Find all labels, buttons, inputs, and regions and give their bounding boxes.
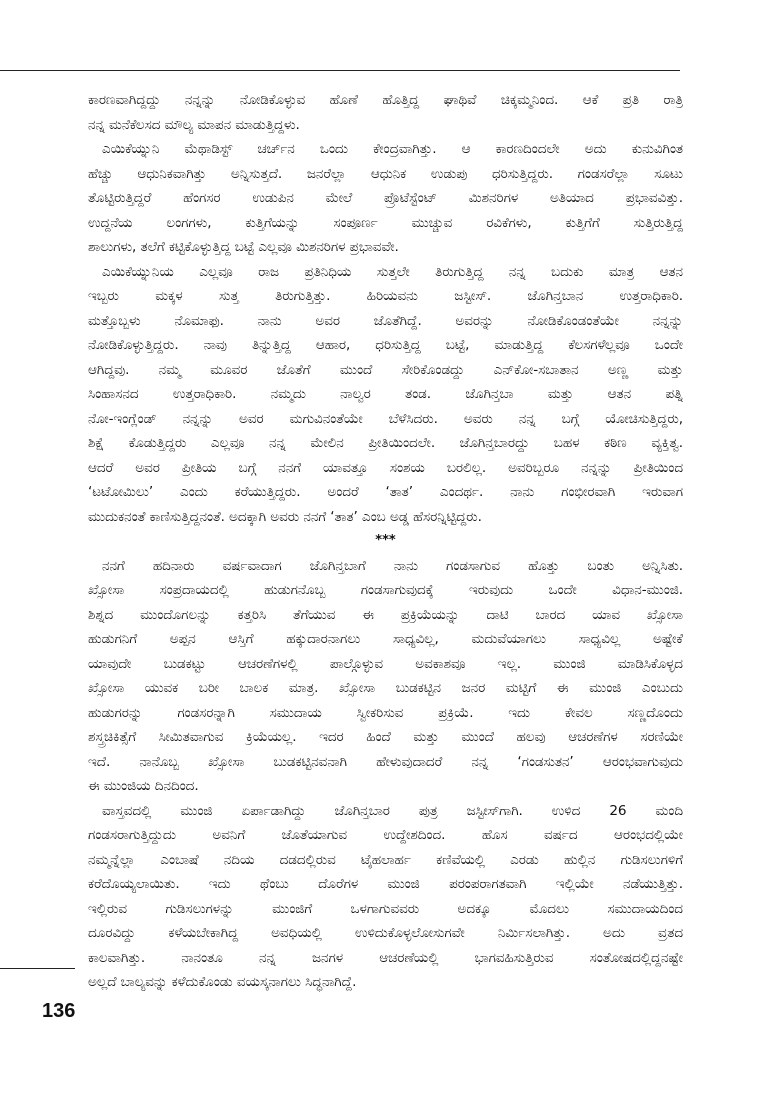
text-line: ನೋಡಿಕೊಳ್ಳುತ್ತಿದ್ದರು. ನಾವು ತಿನ್ನುತ್ತಿದ್ದ ಆಹಾರ, ಧರಿಸುತ್ತಿದ್ದ ಬಟ್ಟೆ, ಮಾಡುತ್ತಿದ್ದ ಕೆಲಸಗಳೆಲ್ಲವೂ ಒಂದೇ — [88, 337, 683, 353]
text-line: ಶಿಶ್ನದ ಮುಂದೊಗಲನ್ನು ಕತ್ತರಿಸಿ ತೆಗೆಯುವ ಈ ಪ್ರಕ್ರಿಯೆಯನ್ನು ದಾಟಿ ಬಾರದ ಯಾವ ಖ್ಸೋಸಾ — [88, 606, 683, 623]
text-line: ಗಂಡಸರಾಗುತ್ತಿದ್ದುದು ಅವನಿಗೆ ಜೊತೆಯಾಗುವ ಉದ್ದೇಶದಿಂದ. ಹೊಸ ವರ್ಷದ ಆರಂಭದಲ್ಲಿಯೇ — [88, 827, 683, 843]
text-line: ಮತ್ತೊಬ್ಬಳು ನೊಮಾಫು. ನಾನು ಅವರ ಜೊತೆಗಿದ್ದೆ. ಅವರನ್ನು ನೋಡಿಕೊಂಡಂತೆಯೇ ನನ್ನನ್ನು — [88, 312, 683, 329]
text-line: ಕರೆದೊಯ್ಯಲಾಯಿತು. ಇದು ಥೆಂಬು ದೊರೆಗಳ ಮುಂಜಿ ಪರಂಪರಾಗತವಾಗಿ ಇಲ್ಲಿಯೇ ನಡೆಯುತ್ತಿತ್ತು. — [88, 876, 683, 892]
text-line: ನನ್ನ ಮನೆಕೆಲಸದ ಮೌಲ್ಯ ಮಾಪನ ಮಾಡುತ್ತಿದ್ದಳು. — [88, 116, 300, 133]
paragraph-start-line: ನನಗೆ ಹದಿನಾರು ವರ್ಷವಾದಾಗ ಜೊಗಿನ್ತಬಾಗೆ ನಾನು ಗಂಡಸಾಗುವ ಹೊತ್ತು ಬಂತು ಅನ್ನಿಸಿತು. — [102, 557, 683, 574]
text-line: ಆದರೆ ಅವರ ಪ್ರೀತಿಯ ಬಗ್ಗೆ ನನಗೆ ಯಾವತ್ತೂ ಸಂಶಯ ಬರಲಿಲ್ಲ. ಅವರಿಬ್ಬರೂ ನನ್ನನ್ನು ಪ್ರೀತಿಯಿಂದ — [88, 459, 683, 476]
text-line: ಅಲ್ಲದೆ ಬಾಲ್ಯವನ್ನು ಕಳೆದುಕೊಂಡು ವಯಸ್ಕನಾಗಲು ಸಿದ್ಧನಾಗಿದ್ದೆ. — [88, 974, 357, 990]
paragraph-start-line: ವಾಸ್ತವದಲ್ಲಿ ಮುಂಜಿ ಏರ್ಪಾಡಾಗಿದ್ದು ಜೊಗಿನ್ತಬಾರ ಪುತ್ರ ಜಸ್ಟೀಸ್‌ಗಾಗಿ. ಉಳಿದ 26 ಮಂದಿ — [102, 802, 683, 819]
text-line: ಕಾಲವಾಗಿತ್ತು. ನಾನಂತೂ ನನ್ನ ಜನಗಳ ಆಚರಣೆಯಲ್ಲಿ ಭಾಗವಹಿಸುತ್ತಿರುವ ಸಂತೋಷದಲ್ಲಿದ್ದನಷ್ಟೇ — [88, 949, 683, 966]
text-line: ಶಾಲುಗಳು, ತಲೆಗೆ ಕಟ್ಟಿಕೊಳ್ಳುತ್ತಿದ್ದ ಬಟ್ಟೆ ಎಲ್ಲವೂ ಮಿಶನರಿಗಳ ಪ್ರಭಾವವೇ. — [88, 239, 399, 255]
text-line: ಸಿಂಹಾಸನದ ಉತ್ತರಾಧಿಕಾರಿ. ನಮ್ಮದು ನಾಲ್ವರ ತಂಡ. ಜೊಗಿನ್ತಬಾ ಮತ್ತು ಆತನ ಪತ್ನಿ — [88, 386, 683, 402]
text-line: ಕಾರಣವಾಗಿದ್ದದ್ದು ನನ್ನನ್ನು ನೋಡಿಕೊಳ್ಳುವ ಹೊಣೆ ಹೊತ್ತಿದ್ದ ಘಾಥಿವೆ ಚಿಕ್ಕಮ್ಮನಿಂದ. ಆಕೆ ಪ್ರತಿ ರಾತ್ರಿ — [88, 92, 683, 108]
text-line: ಇದೆ. ನಾನೊಬ್ಬ ಖ್ಸೋಸಾ ಬುಡಕಟ್ಟಿನವನಾಗಿ ಹೇಳುವುದಾದರೆ ನನ್ನ ‘ಗಂಡಸುತನ’ ಆರಂಭವಾಗುವುದು — [88, 753, 683, 770]
text-line: ಈ ಮುಂಜಿಯ ದಿನದಿಂದ. — [88, 778, 199, 794]
body-text — [88, 88, 683, 995]
text-line: ಯಾವುದೇ ಬುಡಕಟ್ಟು ಆಚರಣೆಗಳಲ್ಲಿ ಪಾಲ್ಗೊಳ್ಳುವ ಅವಕಾಶವೂ ಇಲ್ಲ. ಮುಂಜಿ ಮಾಡಿಸಿಕೊಳ್ಳದ — [88, 655, 683, 672]
text-line: ಇಲ್ಲಿರುವ ಗುಡಿಸಲುಗಳನ್ನು ಮುಂಜಿಗೆ ಒಳಗಾಗುವವರು ಅದಕ್ಕೂ ಮೊದಲು ಸಮುದಾಯದಿಂದ — [88, 900, 683, 917]
section-separator: *** — [375, 533, 396, 548]
text-line: ಖ್ಸೋಸಾ ಸಂಪ್ರದಾಯದಲ್ಲಿ ಹುಡುಗನೊಬ್ಬ ಗಂಡಸಾಗುವುದಕ್ಕೆ ಇರುವುದು ಒಂದೇ ವಿಧಾನ-ಮುಂಜಿ. — [88, 582, 683, 598]
text-line: ಹುಡುಗರನ್ನು ಗಂಡಸರನ್ನಾಗಿ ಸಮುದಾಯ ಸ್ವೀಕರಿಸುವ ಪ್ರಕ್ರಿಯೆ. ಇದು ಕೇವಲ ಸಣ್ಣದೊಂದು — [88, 704, 683, 721]
paragraph-start-line: ಎಯಿಕೆಯ್ನುನಿಯ ಎಲ್ಲವೂ ರಾಜ ಪ್ರತಿನಿಧಿಯ ಸುತ್ತಲೇ ತಿರುಗುತ್ತಿದ್ದ ನನ್ನ ಬದುಕು ಮಾತ್ರ ಆತನ — [102, 263, 683, 280]
text-line: ನೋ-ಇಂಗ್ಲೆಂಡ್ ನನ್ನನ್ನು ಅವರ ಮಗುವಿನಂತೆಯೇ ಬೆಳೆಸಿದರು. ಅವರು ನನ್ನ ಬಗ್ಗೆ ಯೋಚಿಸುತ್ತಿದ್ದರು, — [88, 410, 683, 427]
header-rule — [0, 70, 680, 71]
text-line: ಖ್ಸೋಸಾ ಯುವಕ ಬರೀ ಬಾಲಕ ಮಾತ್ರ. ಖ್ಸೋಸಾ ಬುಡಕಟ್ಟಿನ ಜನರ ಮಟ್ಟಿಗೆ ಈ ಮುಂಜಿ ಎಂಬುದು — [88, 680, 683, 696]
text-line: ಹೆಚ್ಚು ಆಧುನಿಕವಾಗಿತ್ತು ಅನ್ನಿಸುತ್ತದೆ. ಜನರೆಲ್ಲಾ ಆಧುನಿಕ ಉಡುಪು ಧರಿಸುತ್ತಿದ್ದರು. ಗಂಡಸರೆಲ್ಲಾ ಸೂಟು — [88, 165, 683, 182]
paragraph-start-line: ಎಯಿಕೆಯ್ನುನಿ ಮೆಥಾಡಿಸ್ಟ್ ಚರ್ಚ್‌ನ ಒಂದು ಕೇಂದ್ರವಾಗಿತ್ತು. ಆ ಕಾರಣದಿಂದಲೇ ಅದು ಕುನುವಿಗಿಂತ — [102, 141, 683, 157]
page-number: 136 — [42, 1000, 76, 1022]
text-line: ಶಸ್ತ್ರಚಿಕಿತ್ಸೆಗೆ ಸೀಮಿತವಾಗುವ ಕ್ರಿಯೆಯಲ್ಲ. ಇದರ ಹಿಂದೆ ಮತ್ತು ಮುಂದೆ ಹಲವು ಆಚರಣೆಗಳ ಸರಣಿಯೇ — [88, 729, 683, 745]
footer-rule — [0, 968, 75, 969]
text-line: ಇಬ್ಬರು ಮಕ್ಕಳ ಸುತ್ತ ತಿರುಗುತ್ತಿತ್ತು. ಹಿರಿಯವನು ಜಸ್ಟೀಸ್. ಜೊಗಿನ್ತಬಾನ ಉತ್ತರಾಧಿಕಾರಿ. — [88, 288, 683, 304]
text-line: ಉದ್ದನೆಯ ಲಂಗಗಳು, ಕುತ್ತಿಗೆಯನ್ನು ಸಂಪೂರ್ಣ ಮುಚ್ಚುವ ರವಿಕೆಗಳು, ಕುತ್ತಿಗೆಗೆ ಸುತ್ತಿರುತ್ತಿದ್ದ — [88, 214, 683, 231]
text-line: ಹುಡುಗನಿಗೆ ಅಪ್ಪನ ಆಸ್ತಿಗೆ ಹಕ್ಕುದಾರನಾಗಲು ಸಾಧ್ಯವಿಲ್ಲ, ಮದುವೆಯಾಗಲು ಸಾಧ್ಯವಿಲ್ಲ ಅಷ್ಟೇಕೆ — [88, 631, 683, 647]
text-line: ತೊಟ್ಟಿರುತ್ತಿದ್ದರೆ ಹೆಂಗಸರ ಉಡುಪಿನ ಮೇಲೆ ಪ್ರೊಟೆಸ್ಟೆಂಟ್ ಮಿಶನರಿಗಳ ಅತಿಯಾದ ಪ್ರಭಾವವಿತ್ತು. — [88, 190, 683, 206]
text-line: ಆಗಿದ್ದವು. ನಮ್ಮ ಮೂವರ ಜೊತೆಗೆ ಮುಂದೆ ಸೇರಿಕೊಂಡದ್ದು ಎನ್‌ಕೋ-ಸಬಾತಾನ ಅಣ್ಣ ಮತ್ತು — [88, 361, 683, 378]
text-line: ಶಿಕ್ಷೆ ಕೊಡುತ್ತಿದ್ದರು ಎಲ್ಲವೂ ನನ್ನ ಮೇಲಿನ ಪ್ರೀತಿಯಿಂದಲೇ. ಜೊಗಿನ್ತಬಾರದ್ದು ಬಹಳ ಕಠಿಣ ವ್ಯಕ್ತಿತ್ವ. — [88, 435, 683, 451]
text-line: ನಮ್ಮನ್ನೆಲ್ಲಾ ಎಂಬಾಷೆ ನದಿಯ ದಡದಲ್ಲಿರುವ ಟೈಹಲಾರ್ಹ ಕಣಿವೆಯಲ್ಲಿ ಎರಡು ಹುಲ್ಲಿನ ಗುಡಿಸಲುಗಳಿಗೆ — [88, 851, 683, 868]
text-line: ಮುದುಕನಂತೆ ಕಾಣಿಸುತ್ತಿದ್ದನಂತೆ. ಅದಕ್ಕಾಗಿ ಅವರು ನನಗೆ ‘ತಾತ’ ಎಂಬ ಅಡ್ಡ ಹೆಸರನ್ನಿಟ್ಟಿದ್ದರು. — [88, 508, 482, 525]
text-line: ‘ಟಟೋಮಿಲು’ ಎಂದು ಕರೆಯುತ್ತಿದ್ದರು. ಅಂದರೆ ‘ತಾತ’ ಎಂದರ್ಥ. ನಾನು ಗಂಭೀರವಾಗಿ ಇರುವಾಗ — [88, 484, 683, 500]
text-line: ದೂರವಿದ್ದು ಕಳೆಯಬೇಕಾಗಿದ್ದ ಅವಧಿಯಲ್ಲಿ ಉಳಿದುಕೊಳ್ಳಲೋಸುಗವೇ ನಿರ್ಮಿಸಲಾಗಿತ್ತು. ಅದು ವ್ರತದ — [88, 925, 683, 941]
